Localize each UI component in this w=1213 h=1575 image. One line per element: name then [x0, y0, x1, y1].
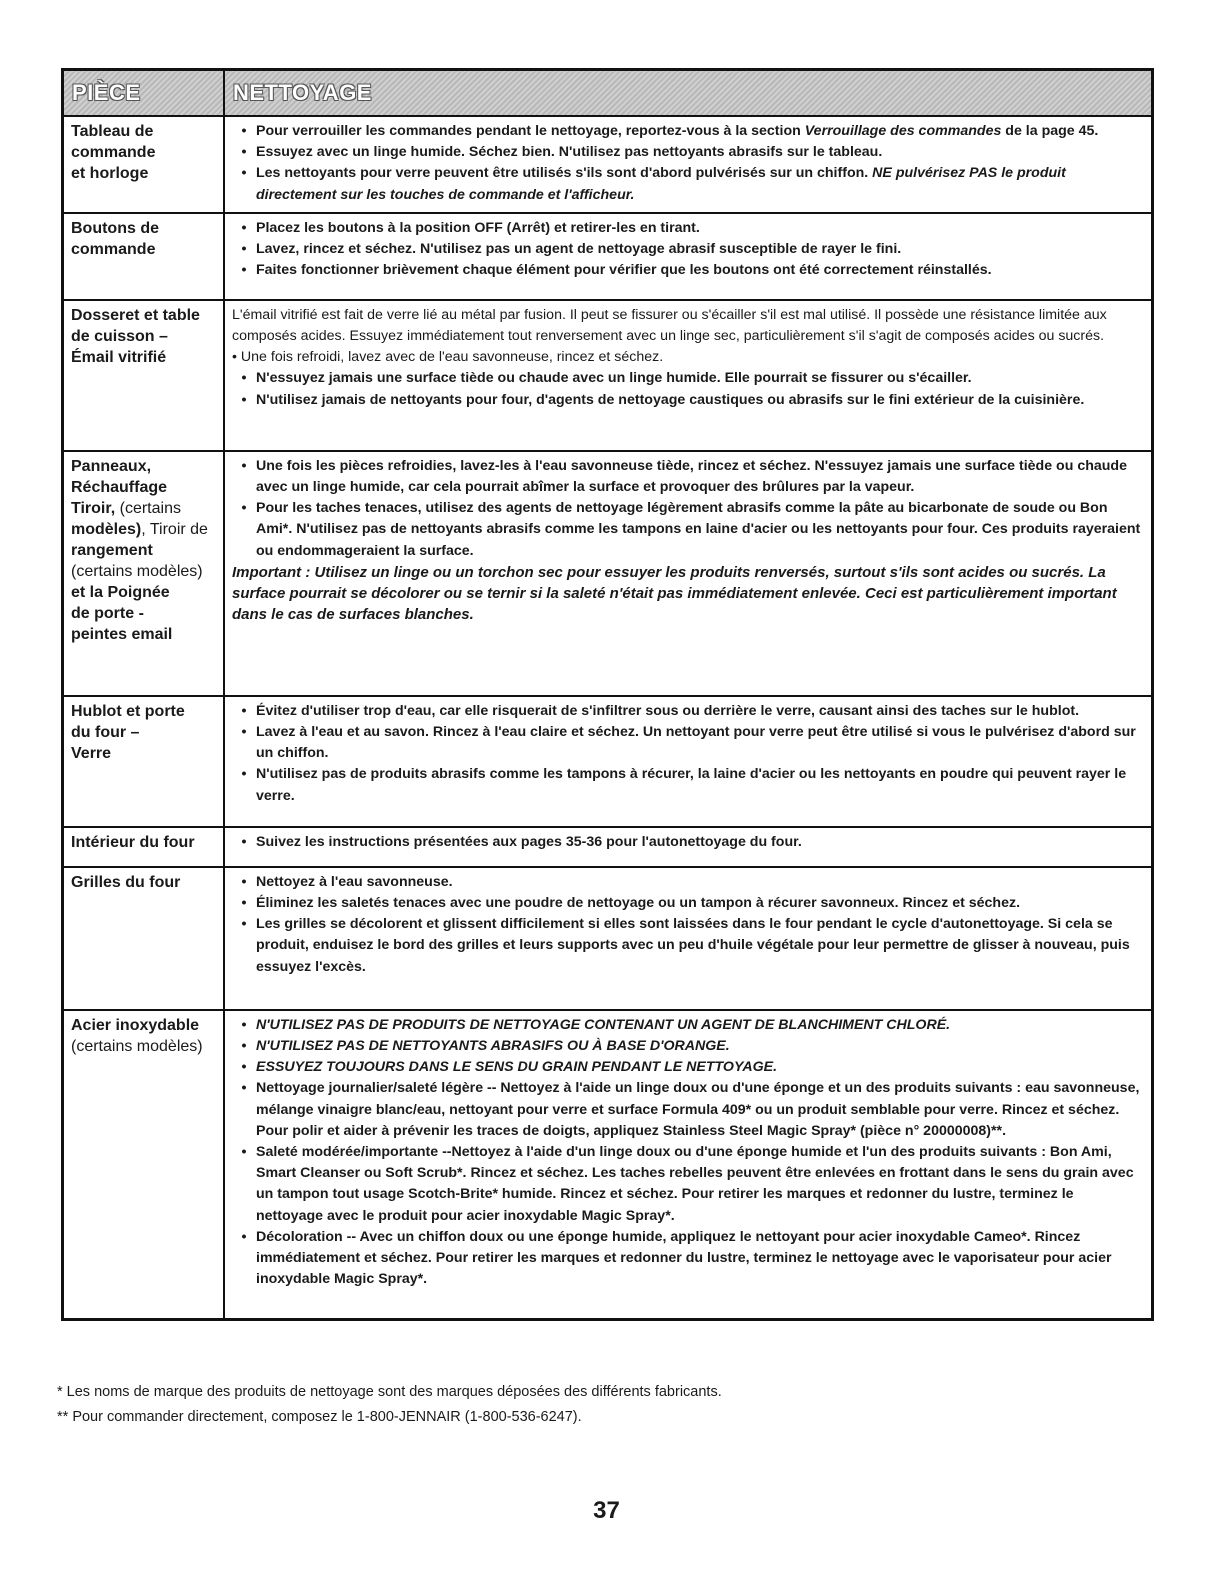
page-number: 37 — [593, 1497, 620, 1524]
cleaning-cell — [224, 867, 1153, 1010]
instruction-item: • Nettoyage journalier/saleté légère -- Nettoyez à l'aide un linge doux ou d'une éponge et un des produits suivants : eau savonneuse, mélange vinaigre blanc/eau, nettoyant pour verre et surface Formula 409* ou un produit semblable pour verre. Rincez et séchez. Pour polir et aider à prévenir les traces de doigts, appliquez Stainless Steel Magic Spray* (pièce n° 20000008)**. — [232, 1078, 1144, 1142]
instruction-list — [232, 368, 1144, 410]
piece-label-line: et horloge — [71, 165, 149, 182]
piece-label-line: Acier inoxydable — [71, 1016, 200, 1034]
piece-label-line: (certains modèles) — [71, 1037, 203, 1055]
piece-label-line: Tableau de — [71, 123, 154, 140]
piece-cell — [63, 213, 225, 300]
important-note: Important : Utilisez un linge ou un torchon sec pour essuyer les produits renversés, surtout s'ils sont acides ou sucrés. La surface pourrait se décolorer ou se ternir si la saleté n'était pas immédiatement enlevée. Ceci est particulièrement important dans le cas de surfaces blanches. — [232, 563, 1117, 624]
piece-cell — [63, 827, 225, 867]
piece-label-line: du four – — [71, 723, 140, 741]
table-row — [63, 300, 1153, 451]
cleaning-cell — [224, 213, 1153, 300]
instruction-list — [232, 456, 1144, 562]
piece-label-line: (certains modèles) — [71, 562, 203, 580]
instruction-item: • N'essuyez jamais une surface tiède ou chaude avec un linge humide. Elle pourrait se fissurer ou s'écailler. — [232, 368, 1144, 389]
piece-label-line: Émail vitrifié — [71, 348, 167, 366]
instruction-item: • Lavez à l'eau et au savon. Rincez à l'eau claire et séchez. Un nettoyant pour verre peut être utilisé si vous le pulvérisez d'abord sur un chiffon. — [232, 722, 1144, 764]
piece-label-line: modèles), Tiroir de — [71, 520, 208, 538]
piece-label-line: de cuisson – — [71, 327, 168, 345]
cleaning-cell — [224, 1010, 1153, 1320]
instruction-item: • Pour verrouiller les commandes pendant le nettoyage, reportez-vous à la section Verrouillage des commandes de la page 45. — [232, 121, 1144, 142]
piece-cell — [63, 1010, 225, 1320]
table-row — [63, 451, 1153, 696]
instruction-list — [232, 1015, 1144, 1291]
instruction-item: • Lavez, rincez et séchez. N'utilisez pas un agent de nettoyage abrasif susceptible de rayer le fini. — [232, 239, 1144, 260]
table-row — [63, 116, 1153, 213]
piece-label-line: et la Poignée — [71, 583, 170, 601]
piece-cell — [63, 696, 225, 827]
cleaning-table — [61, 68, 1154, 1321]
instruction-item: • Essuyez avec un linge humide. Séchez bien. N'utilisez pas nettoyants abrasifs sur le tableau. — [232, 142, 1144, 163]
instruction-item: • Éliminez les saletés tenaces avec une poudre de nettoyage ou un tampon à récurer savonneux. Rincez et séchez. — [232, 893, 1144, 914]
cleaning-table-container — [61, 68, 1154, 1321]
footnote-brands: * Les noms de marque des produits de nettoyage sont des marques déposées des différents fabricants. — [57, 1384, 722, 1400]
piece-cell — [63, 867, 225, 1010]
piece-cell — [63, 451, 225, 696]
table-row — [63, 867, 1153, 1010]
instruction-item: • ESSUYEZ TOUJOURS DANS LE SENS DU GRAIN PENDANT LE NETTOYAGE. — [232, 1057, 1144, 1078]
instruction-item: • Les grilles se décolorent et glissent difficilement si elles sont laissées dans le four pendant le cycle d'autonettoyage. Si cela se produit, enduisez le bord des grilles et leurs supports avec un peu d'huile végétale pour leur permettre de glisser à nouveau, puis essuyez l'excès. — [232, 914, 1144, 978]
piece-label-line: Grilles du four — [71, 873, 181, 891]
piece-label-line: Réchauffage — [71, 478, 168, 496]
piece-label-line: Dosseret et table — [71, 306, 200, 324]
instruction-item: • N'utilisez pas de produits abrasifs comme les tampons à récurer, la laine d'acier ou les nettoyants en poudre qui peuvent rayer le verre. — [232, 764, 1144, 806]
instruction-item: • Décoloration -- Avec un chiffon doux ou une éponge humide, appliquez le nettoyant pour acier inoxydable Cameo*. Rincez immédiatement et séchez. Pour retirer les marques et redonner du lustre, terminez le nettoyage avec le vaporisateur pour acier inoxydable Magic Spray*. — [232, 1227, 1144, 1291]
instruction-item: • Suivez les instructions présentées aux pages 35-36 pour l'autonettoyage du four. — [232, 832, 1144, 853]
footnotes — [57, 1380, 722, 1430]
intro-bullet: • Une fois refroidi, lavez avec de l'eau savonneuse, rincez et séchez. — [232, 349, 664, 366]
table-body — [63, 116, 1153, 1320]
instruction-item: • Évitez d'utiliser trop d'eau, car elle risquerait de s'infiltrer sous ou derrière le verre, causant ainsi des taches sur le hublot. — [232, 701, 1144, 722]
piece-label-line: peintes email — [71, 625, 173, 643]
footnote-order: ** Pour commander directement, composez le 1-800-JENNAIR (1-800-536-6247). — [57, 1409, 582, 1425]
table-row — [63, 827, 1153, 867]
instruction-item: • Une fois les pièces refroidies, lavez-les à l'eau savonneuse tiède, rincez et séchez. N'essuyez jamais une surface tiède ou chaude avec un linge humide, car cela pourrait abîmer la surface et provoquer des brûlures par la vapeur. — [232, 456, 1144, 498]
intro-paragraph: L'émail vitrifié est fait de verre lié au métal par fusion. Il peut se fissurer ou s'écailler s'il est mal utilisé. Il possède une résistance limitée aux composés acides. Essuyez immédiatement tout renversement avec un linge sec, particulièrement s'il s'agit de composés acides ou sucrés. — [232, 306, 1107, 345]
piece-label-line: Boutons de — [71, 219, 159, 237]
instruction-item: • N'UTILISEZ PAS DE NETTOYANTS ABRASIFS OU À BASE D'ORANGE. — [232, 1036, 1144, 1057]
piece-label-line: Intérieur du four — [71, 833, 195, 851]
instruction-item: • Les nettoyants pour verre peuvent être utilisés s'ils sont d'abord pulvérisés sur un chiffon. NE pulvérisez PAS le produit directement sur les touches de commande et l'afficheur. — [232, 163, 1144, 205]
piece-label-line: commande — [71, 144, 156, 161]
piece-cell — [63, 300, 225, 451]
piece-label-line: Hublot et porte — [71, 702, 185, 720]
instruction-item: • Saleté modérée/importante --Nettoyez à l'aide d'un linge doux ou d'une éponge humide et l'un des produits suivants : Bon Ami, Smart Cleanser ou Soft Scrub*. Rincez et séchez. Les taches rebelles peuvent être enlevées en frottant dans le sens du grain avec un tampon tout usage Scotch-Brite* humide. Rincez et séchez. Pour retirer les marques et redonner du lustre, terminez le nettoyage avec le produit pour acier inoxydable Magic Spray*. — [232, 1142, 1144, 1227]
cleaning-cell — [224, 696, 1153, 827]
instruction-list — [232, 701, 1144, 807]
table-header-row — [63, 70, 1153, 117]
table-row — [63, 213, 1153, 300]
piece-label-line: Verre — [71, 744, 112, 762]
instruction-item: • Pour les taches tenaces, utilisez des agents de nettoyage légèrement abrasifs comme la pâte au bicarbonate de soude ou Bon Ami*. N'utilisez pas de nettoyants abrasifs comme les tampons en laine d'acier ou les nettoyants pour four. Ces produits rayeraient ou endommageraient la surface. — [232, 498, 1144, 562]
instruction-item: • N'UTILISEZ PAS DE PRODUITS DE NETTOYAGE CONTENANT UN AGENT DE BLANCHIMENT CHLORÉ. — [232, 1015, 1144, 1036]
instruction-item: • Faites fonctionner brièvement chaque élément pour vérifier que les boutons ont été correctement réinstallés. — [232, 260, 1144, 281]
piece-label-line: rangement — [71, 541, 153, 559]
piece-label-line: Tiroir, (certains — [71, 499, 181, 517]
cleaning-cell — [224, 451, 1153, 696]
cleaning-cell — [224, 827, 1153, 867]
piece-label-line: commande — [71, 240, 156, 258]
table-row — [63, 1010, 1153, 1320]
instruction-item: • N'utilisez jamais de nettoyants pour four, d'agents de nettoyage caustiques ou abrasifs sur le fini extérieur de la cuisinière. — [232, 390, 1144, 411]
piece-cell — [63, 116, 225, 213]
instruction-item: • Nettoyez à l'eau savonneuse. — [232, 872, 1144, 893]
header-piece: PIÈCE — [63, 70, 225, 117]
header-nettoyage: NETTOYAGE — [224, 70, 1153, 117]
piece-label-line: de porte - — [71, 604, 144, 622]
instruction-list — [232, 832, 1144, 853]
cleaning-cell — [224, 300, 1153, 451]
instruction-list — [232, 218, 1144, 282]
instruction-list — [232, 872, 1144, 978]
cleaning-cell — [224, 116, 1153, 213]
instruction-item: • Placez les boutons à la position OFF (Arrêt) et retirer-les en tirant. — [232, 218, 1144, 239]
instruction-list — [232, 121, 1144, 206]
table-row — [63, 696, 1153, 827]
piece-label-line: Panneaux, — [71, 457, 152, 475]
